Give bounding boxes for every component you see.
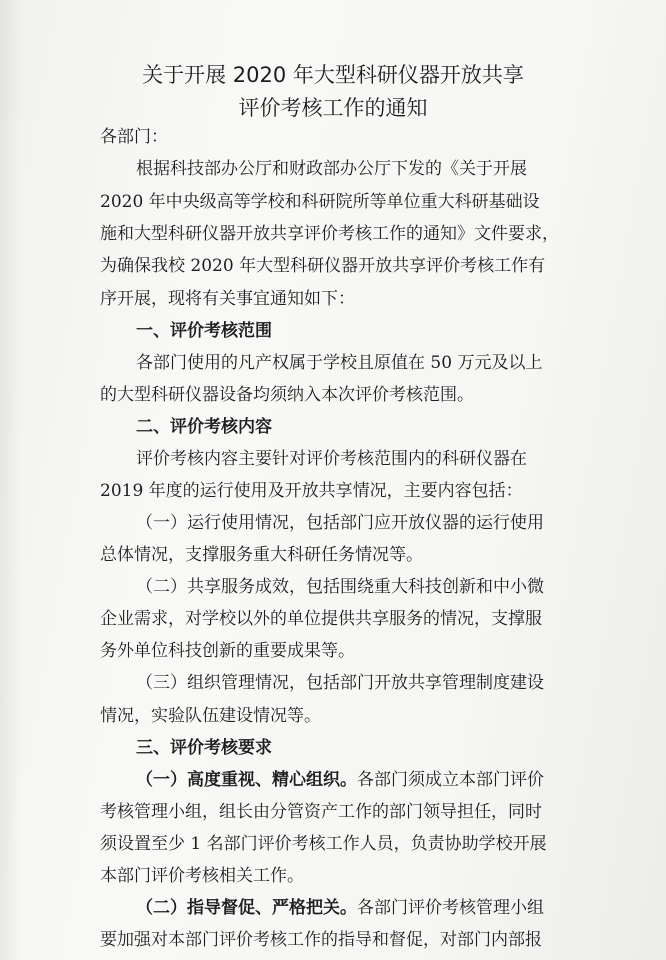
section-3-item-2-line-2: 要加强对本部门评价考核工作的指导和督促，对部门内部报 [100, 930, 542, 950]
intro-line-4: 为确保我校 2020 年大型科研仪器开放共享评价考核工作有 [100, 256, 546, 277]
section-3-item-2-bold: （二）指导督促、严格把关。 [136, 897, 357, 918]
section-3-item-2-line-1 [136, 896, 544, 920]
section-2-heading: 二、评价考核内容 [136, 416, 272, 437]
intro-line-5: 序开展，现将有关事宜通知如下： [100, 288, 355, 309]
intro-line-1: 根据科技部办公厅和财政部办公厅下发的《关于开展 [136, 159, 527, 180]
section-1-heading: 一、评价考核范围 [136, 320, 272, 341]
section-2-item-3-line-1: （三）组织管理情况，包括部门开放共享管理制度建设 [136, 673, 544, 694]
section-1-line-1: 各部门使用的凡产权属于学校且原值在 50 万元及以上 [136, 352, 543, 373]
section-3-item-2-rest: 各部门评价考核管理小组 [357, 897, 544, 918]
page-shadow [0, 0, 22, 960]
salutation: 各部门： [100, 127, 168, 148]
section-3-item-1-rest: 各部门须成立本部门评价 [357, 769, 544, 790]
document-title-line-1: 关于开展 2020 年大型科研仪器开放共享 [142, 63, 524, 87]
section-3-item-1-line-3: 须设置至少 1 名部门评价考核工作人员，负责协助学校开展 [100, 833, 547, 854]
intro-line-2: 2020 年中央级高等学校和科研院所等单位重大科研基础设 [100, 192, 540, 213]
section-3-item-1-line-1 [136, 768, 544, 792]
section-2-intro-line-1: 评价考核内容主要针对评价考核范围内的科研仪器在 [136, 448, 527, 469]
section-2-item-2-line-1: （二）共享服务成效，包括围绕重大科技创新和中小微 [136, 577, 544, 598]
section-2-intro-line-2: 2019 年度的运行使用及开放共享情况，主要内容包括： [100, 480, 523, 501]
section-3-heading: 三、评价考核要求 [136, 737, 272, 758]
section-2-item-1-line-2: 总体情况，支撑服务重大科研任务情况等。 [100, 545, 423, 566]
section-3-item-1-bold: （一）高度重视、精心组织。 [136, 769, 357, 790]
section-1-line-2: 的大型科研仪器设备均须纳入本次评价考核范围。 [100, 384, 474, 405]
section-3-item-1-line-4: 本部门评价考核相关工作。 [100, 865, 304, 886]
document-title-line-2: 评价考核工作的通知 [238, 96, 428, 120]
section-3-item-1-line-2: 考核管理小组，组长由分管资产工作的部门领导担任，同时 [100, 801, 542, 822]
section-2-item-1-line-1: （一）运行使用情况，包括部门应开放仪器的运行使用 [136, 513, 544, 533]
intro-line-3: 施和大型科研仪器开放共享评价考核工作的通知》文件要求， [100, 224, 559, 245]
section-2-item-2-line-3: 务外单位科技创新的重要成果等。 [100, 641, 355, 662]
section-2-item-3-line-2: 情况，实验队伍建设情况等。 [100, 705, 321, 726]
section-2-item-2-line-2: 企业需求，对学校以外的单位提供共享服务的情况，支撑服 [100, 609, 542, 630]
